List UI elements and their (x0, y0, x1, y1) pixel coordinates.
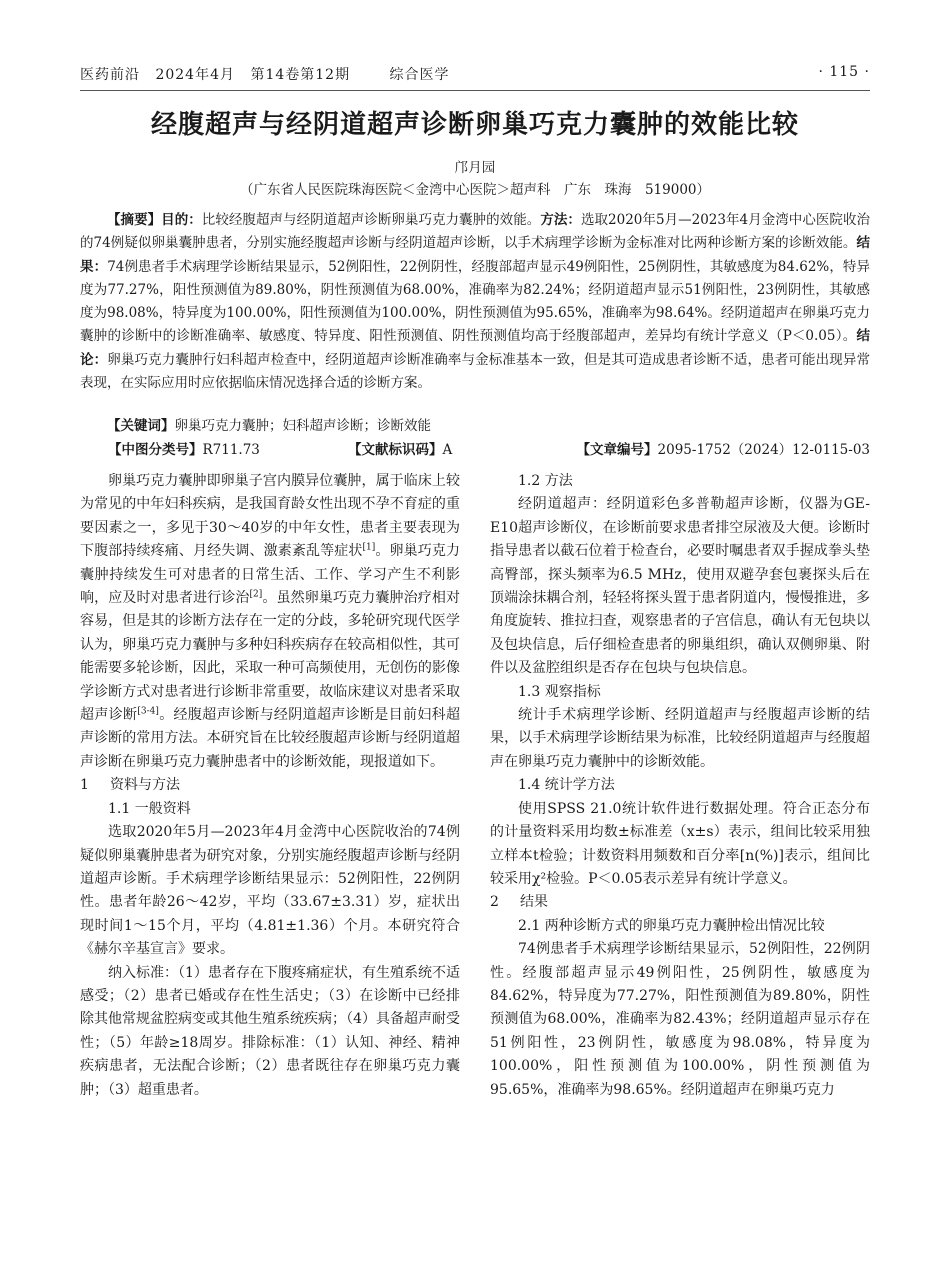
result-text: 74例患者手术病理学诊断结果显示，52例阳性，22例阴性，经腹部超声显示49例阳性，25例阴性，其敏感度为84.62%，特异度为77.27%，阳性预测值为89.80%，阴性预测值为68.00%，准确率为82.24%；经阴道超声显示51例阳性，23例阴性，其敏感度为98.08%，特异度为100.00%，阳性预测值为100.00%，阴性预测值为95.65%，准确率为98.64%。经阴道超声在卵巢巧克力囊肿的诊断中的诊断准确率、敏感度、特异度、阳性预测值、阴性预测值均高于经腹部超声，差异均有统计学意义（P＜0.05）。 (80, 258, 871, 345)
statistics-paragraph: 使用SPSS 21.0统计软件进行数据处理。符合正态分布的计量资料采用均数±标准差（x±s）表示，组间比较采用独立样本t检验；计数资料用频数和百分率[n(%)]表示，组间比较采用χ²检验。P＜0.05表示差异有统计学意义。 (490, 800, 870, 887)
method-paragraph: 经阴道超声：经阴道彩色多普勒超声诊断，仪器为GE-E10超声诊断仪，在诊断前要求患者排空尿液及大便。诊断时指导患者以截石位着于检查台，必要时嘱患者双手握成拳头垫高臀部，探头频率为6.5 MHz，使用双避孕套包裹探头后在顶端涂抹耦合剂，轻轻将探头置于患者阴道内，慢慢推进，多角度旋转、推拉扫查，观察患者的子宫信息，确认有无包块以及包块信息，后仔细检查患者的卵巢组织，确认双侧卵巢、附件以及盆腔组织是否存在包块与包块信息。 (490, 496, 870, 677)
left-column (80, 470, 460, 1260)
criteria-paragraph: 纳入标准：（1）患者存在下腹疼痛症状，有生殖系统不适感受；（2）患者已婚或存在性生活史；（3）在诊断中已经排除其他常规盆腔病变或其他生殖系统疾病；（4）具备超声耐受性；（5）年龄≥18周岁。排除标准：（1）认知、神经、精神疾病患者，无法配合诊断；（2）患者既往存在卵巢巧克力囊肿；（3）超重患者。 (80, 964, 460, 1098)
volume-issue: 第14卷第12期 (250, 67, 351, 83)
intro-text-d: 。经腹超声诊断与经阴道超声诊断是目前妇科超声诊断的常用方法。本研究旨在比较经腹超声诊断与经阴道超声诊断在卵巢巧克力囊肿患者中的诊断效能，现报道如下。 (80, 707, 460, 770)
intro-text-b: 。卵巢巧克力囊肿持续发生可对患者的日常生活、工作、学习产生不利影响，应及时对患者进行诊治 (80, 543, 460, 607)
author-affiliation: （广东省人民医院珠海医院＜金湾中心医院＞超声科 广东 珠海 519000） (239, 182, 711, 198)
conclusion-text: 卵巢巧克力囊肿行妇科超声检查中，经阴道超声诊断准确率与金标准基本一致，但是其可造成患者诊断不适，患者可能出现异常表现，在实际应用时应依据临床情况选择合适的诊断方案。 (80, 351, 871, 392)
keywords-label: 【关键词】 (107, 418, 175, 434)
method-text: 选取2020年5月—2023年4月金湾中心医院收治的74例疑似卵巢囊肿患者，分别实施经腹超声诊断与经阴道超声诊断，以手术病理学诊断为金标准对比两种诊断方案的诊断效能。 (80, 212, 871, 252)
abstract (80, 209, 870, 395)
method-label: 方法： (540, 212, 581, 228)
running-header (80, 62, 870, 86)
clc-value: R711.73 (202, 442, 260, 458)
doc-code-label: 【文献标识码】 (348, 442, 443, 458)
subsection-2-1-heading: 2.1 两种诊断方式的卵巢巧克力囊肿检出情况比较 (518, 917, 825, 934)
document-code (348, 438, 452, 458)
section-2-title: 结果 (520, 894, 548, 911)
subsection-1-3-heading: 1.3 观察指标 (518, 683, 601, 700)
section-1-heading (80, 774, 460, 797)
clc-number (108, 438, 260, 458)
author-name: 邝月园 (454, 160, 496, 176)
result-label: 结果： (80, 235, 870, 275)
clc-label: 【中图分类号】 (108, 442, 203, 458)
header-left (80, 64, 460, 84)
citation-3: [3-4] (137, 706, 159, 717)
section-2-heading (490, 891, 870, 914)
article-number (577, 438, 870, 458)
section-1-title: 资料与方法 (110, 777, 180, 794)
article-title: 经腹超声与经阴道超声诊断卵巢巧克力囊肿的效能比较 (150, 110, 799, 140)
section-2-number: 2 (490, 894, 499, 911)
abstract-label: 【摘要】 (107, 212, 162, 228)
citation-1: [1] (362, 542, 376, 553)
doc-code-value: A (442, 442, 453, 458)
journal-name: 医药前沿 (80, 67, 140, 83)
conclusion-label: 结论： (80, 328, 870, 368)
general-data-paragraph: 选取2020年5月—2023年4月金湾中心医院收治的74例疑似卵巢囊肿患者为研究对象，分别实施经腹超声诊断与经阴道超声诊断。手术病理学诊断结果显示：52例阳性，22例阴性。患者年龄26～42岁，平均（33.67±3.31）岁，症状出现时间1～15个月，平均（4.81±1.36）个月。本研究符合《赫尔辛基宣言》要求。 (80, 824, 460, 958)
purpose-text: 比较经腹超声与经阴道超声诊断卵巢巧克力囊肿的效能。 (201, 212, 541, 228)
subsection-1-2-heading: 1.2 方法 (518, 473, 573, 489)
keywords (80, 414, 870, 434)
subsection-1-1-heading: 1.1 一般资料 (108, 800, 191, 817)
article-number-value: 2095-1752（2024）12-0115-03 (657, 442, 870, 458)
section-name: 综合医学 (389, 67, 450, 83)
intro-text-a: 卵巢巧克力囊肿即卵巢子宫内膜异位囊肿，属于临床上较为常见的中年妇科疾病，是我国育龄女性出现不孕不育症的重要因素之一，多见于30～40岁的中年女性，患者主要表现为下腹部持续疼痛、月经失调、激素紊乱等症状 (80, 473, 460, 560)
page-number: · 115 · (818, 64, 870, 80)
intro-paragraph (80, 470, 460, 774)
indicators-paragraph: 统计手术病理学诊断、经阴道超声与经腹超声诊断的结果，以手术病理学诊断结果为标准，比较经阴道超声与经腹超声在卵巢巧克力囊肿中的诊断效能。 (490, 707, 870, 770)
intro-text-c: 。虽然卵巢巧克力囊肿治疗相对容易，但是其的诊断方法存在一定的分歧，多轮研究现代医学认为，卵巢巧克力囊肿与多种妇科疾病存在较高相似性，其可能需要多轮诊断，因此，采取一种可高频使用，无创伤的影像学诊断方式对患者进行诊断非常重要，故临床建议对患者采取超声诊断 (80, 590, 460, 724)
header-rule (80, 90, 870, 91)
keywords-value: 卵巢巧克力囊肿；妇科超声诊断；诊断效能 (174, 418, 431, 434)
article-number-label: 【文章编号】 (576, 442, 658, 458)
citation-2: [2] (249, 589, 263, 600)
subsection-1-4-heading: 1.4 统计学方法 (518, 777, 615, 794)
classification-row (80, 438, 870, 460)
section-1-number: 1 (80, 777, 89, 794)
right-column (490, 470, 870, 1260)
issue-date: 2024年4月 (155, 67, 235, 83)
purpose-label: 目的： (161, 212, 202, 228)
results-paragraph: 74例患者手术病理学诊断结果显示，52例阳性，22例阴性。经腹部超声显示49例阳性，25例阴性，敏感度为84.62%，特异度为77.27%，阳性预测值为89.80%，阴性预测值为68.00%，准确率为82.43%；经阴道超声显示存在51例阳性，23例阴性，敏感度为98.08%，特异度为100.00%，阳性预测值为100.00%，阴性预测值为95.65%，准确率为98.65%。经阴道超声在卵巢巧克力 (490, 941, 870, 1098)
